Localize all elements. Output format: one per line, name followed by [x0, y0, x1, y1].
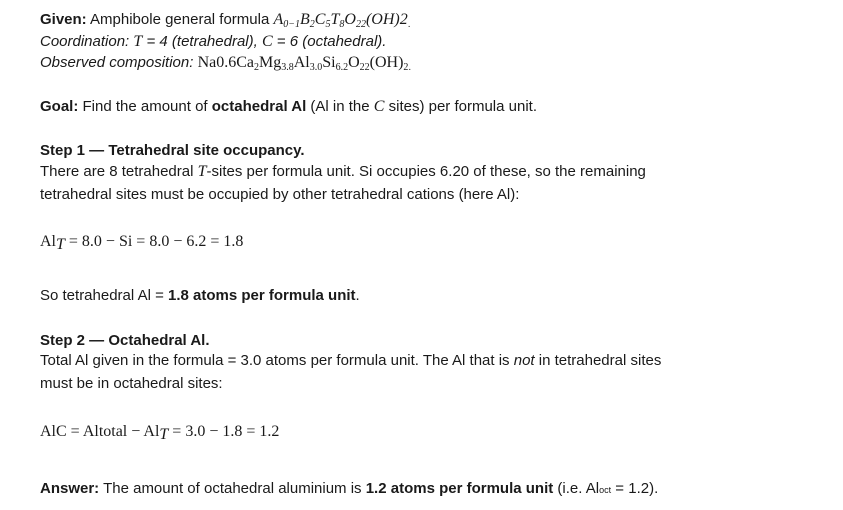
goal-line: Goal: Find the amount of octahedral Al (Al in the C sites) per formula unit.: [40, 98, 537, 115]
answer-label: Answer:: [40, 480, 100, 497]
given-end: .: [407, 19, 411, 30]
step1-paragraph: There are 8 tetrahedral T-sites per formula unit. Si occupies 6.20 of these, so the remaining tetrahedral sites must be occupied by other tetrahedral cations (here Al):: [40, 163, 646, 203]
observed-formula: $Na0.6Ca_2Mg_{3.8}Al_{3.0}Si_{6.2}O_{22}(OH)_2$: [197, 54, 409, 73]
observed-composition-line: [40, 52, 411, 73]
step1-equation: $Al_T = 8.0 - Si = 8.0 - 6.2 = 1.8$: [40, 233, 244, 253]
given-label: Given:: [40, 11, 87, 28]
answer-line: Answer: The amount of octahedral aluminium is 1.2 atoms per formula unit (i.e. Aloct = 1.2).: [40, 480, 659, 497]
given-text: Amphibole general formula: [90, 11, 270, 28]
general-formula: $A_{0-1}B_2C_5T_8O_{22}(OH)2$: [273, 11, 408, 30]
step1-heading: Step 1 — Tetrahedral site occupancy.: [40, 142, 305, 159]
given-line: [40, 9, 410, 30]
goal-label: Goal:: [40, 98, 79, 115]
step1-conclusion: So tetrahedral Al = 1.8 atoms per formula unit.: [40, 287, 360, 304]
step2-equation: AlC = Altotal − $Al_T = 3.0 - 1.8 = 1.2$: [40, 423, 280, 443]
step2-paragraph: Total Al given in the formula = 3.0 atoms per formula unit. The Al that is not in tetrahedral sites must be in octahedral sites:: [40, 352, 662, 392]
coordination-line: Coordination: T = 4 (tetrahedral), C = 6 (octahedral).: [40, 33, 387, 50]
observed-label: Observed composition:: [40, 54, 198, 71]
step2-heading: Step 2 — Octahedral Al.: [40, 332, 210, 349]
observed-end: .: [408, 62, 412, 73]
